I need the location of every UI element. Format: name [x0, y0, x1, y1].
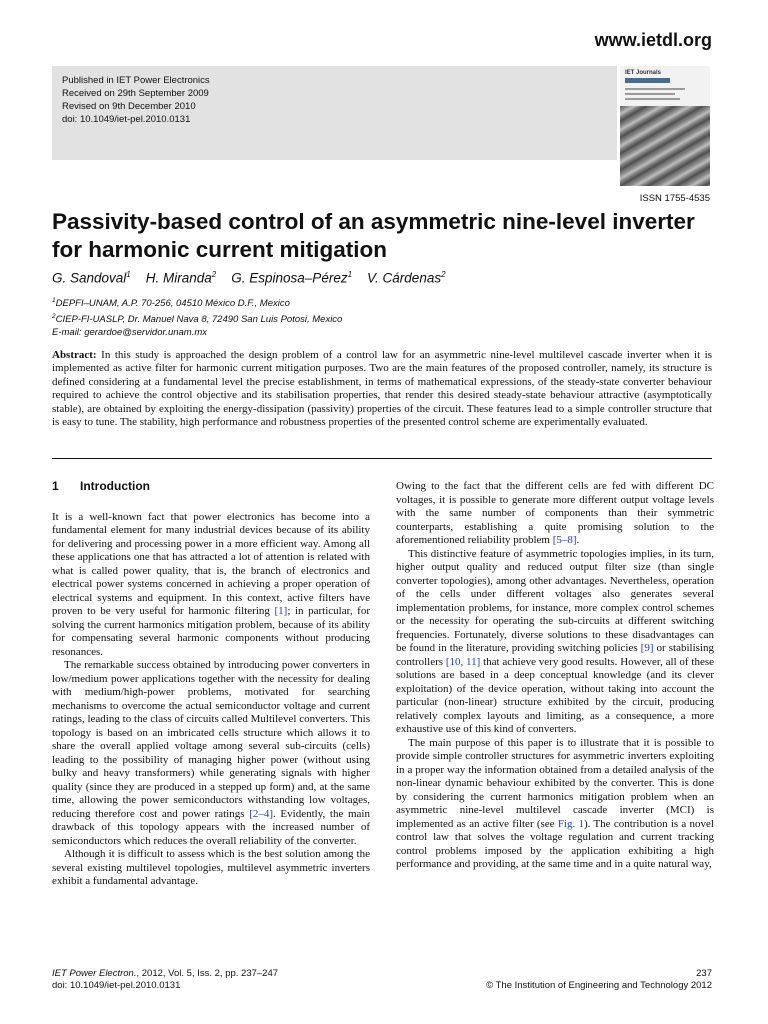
author-affiliation-mark: 2	[211, 270, 217, 279]
cover-text-line	[625, 98, 680, 100]
column-left	[52, 480, 370, 889]
affiliation-text: DEPFI–UNAM, A.P. 70-256, 04510 México D.F., Mexico	[55, 298, 290, 310]
affiliations	[52, 294, 342, 339]
paragraph-text: The remarkable success obtained by introducing power converters in low/medium power applications together with the necessity for dealing with medium/high-power problems, motivated for searching mechanisms to overcome the actual semiconductor voltage and current ratings, leading to the class of circuits called Multilevel converters. This topology is based on an imbricated cells structure which allows it to share the overall applied voltage among several sub-circuits (cells) leading to the possibility of managing higher power (without using bulky and heavy transformers) while generating signals with higher quality (since they are produced in a stepped up form) and, at the same time, allowing the power semiconductors withstanding low voltages, reducing therefore cost and power ratings	[52, 659, 370, 820]
journal-cover-image	[620, 66, 710, 186]
section-number: 1	[52, 479, 59, 493]
author: G. Sandoval	[52, 270, 127, 286]
page-number: 237	[696, 968, 712, 979]
paragraph-text: It is a well-known fact that power electronics has become into a fundamental element for many industrial devices because of its ability for delivering and processing power in a more efficient way. Among all these applications one that has attracted a lot of attention is related with what is called power quality, that is, the branch of electronics and electrical power systems concerned in achieving a proper operation of electrical systems and equipment. In this context, active filters have proven to be very useful for harmonic filtering	[52, 510, 370, 617]
cover-title-band	[625, 78, 670, 83]
copyright: © The Institution of Engineering and Technology 2012	[486, 980, 712, 991]
paragraph-text: or stabilising controllers	[396, 642, 714, 668]
author: H. Miranda	[145, 270, 212, 286]
author-affiliation-mark: 1	[347, 270, 353, 279]
affiliation-mark: 2	[52, 313, 56, 321]
affiliation-mark: 1	[52, 297, 56, 304]
paragraph-text: ). The contribution is a novel control law that solves the voltage regulation and current tracking control problems imposed by the application exhibiting a high performance and providing, at the same time and in a quite natural way,	[396, 817, 714, 870]
site-url[interactable]: www.ietdl.org	[594, 30, 712, 50]
author-affiliation-mark: 1	[126, 270, 131, 279]
cover-text-line	[625, 93, 675, 95]
paragraph-text: ; in particular, for solving the current harmonics mitigation problem, because of its ability for compensating several harmonic components without producing resonances.	[52, 605, 370, 658]
cover-text-line	[625, 88, 685, 90]
paragraph	[396, 548, 714, 737]
citation-link[interactable]: [1]	[274, 605, 288, 617]
paragraph	[52, 511, 370, 660]
publication-info-box	[52, 66, 617, 160]
affiliation	[52, 294, 342, 310]
paragraph	[396, 480, 714, 548]
author: V. Cárdenas	[367, 270, 442, 286]
cover-brand-label: IET Journals	[625, 70, 662, 76]
footer-citation	[52, 968, 278, 992]
section-divider	[52, 458, 712, 459]
footer-right	[486, 968, 712, 992]
paper-title: Passivity-based control of an asymmetric nine-level inverter for harmonic current mitigation	[52, 209, 695, 262]
abstract	[52, 349, 712, 429]
paragraph-text: . Evidently, the main drawback of this topology appears with the increased number of semiconductors which reduces the overall reliability of the converter.	[52, 807, 370, 847]
paragraph	[396, 737, 714, 872]
paragraph-text: The main purpose of this paper is to illustrate that it is possible to provide simple controller structures for asymmetric inverters exploiting in a proper way the information obtained from a detailed analysis of the non-linear dynamic behaviour exhibited by the converter. This is done by considering the current harmonics mitigation problem when an asymmetric nine-level multilevel cascade inverter (MCI) is implemented as an active filter (see	[396, 736, 714, 830]
author-affiliation-mark: 2	[441, 270, 446, 279]
publication-info	[62, 74, 210, 126]
affiliation	[52, 310, 342, 326]
citation-link[interactable]: [10, 11]	[445, 655, 481, 668]
paragraph-text: .	[576, 534, 580, 546]
received-date: Received on 29th September 2009	[62, 88, 209, 99]
section-title: Introduction	[80, 479, 150, 493]
revised-date: Revised on 9th December 2010	[62, 101, 196, 112]
abstract-label: Abstract:	[52, 349, 97, 361]
cover-header	[620, 66, 710, 106]
affiliation-text: CIEP-FI-UASLP, Dr. Manuel Nava 8, 72490 San Luis Potosi, Mexico	[55, 314, 343, 326]
footer-journal: IET Power Electron.	[52, 968, 137, 979]
paragraph-text: that achieve very good results. However, all of these solutions are based in a deep conceptual knowledge (and its clever exploitation) of the device operation, without taking into account the particular (non-linear) structure exhibited by the circuit, producing relatively complex layouts and limiting, as a consequence, a more exhaustive use of this kind of converters.	[396, 655, 714, 735]
contact-email[interactable]: E-mail: gerardoe@servidor.unam.mx	[52, 327, 208, 339]
figure-link[interactable]: Fig. 1	[557, 817, 584, 830]
paragraph-text: Owing to the fact that the different cells are fed with different DC voltages, it is possible to generate more different output voltage levels with the same number of components than their symmetric counterparts, establishing a quite promising solution to the aforementioned reliability problem	[396, 480, 714, 546]
section-heading	[52, 480, 370, 494]
author: G. Espinosa–Pérez	[231, 270, 348, 286]
author-list	[52, 270, 446, 286]
page-footer	[52, 968, 712, 994]
column-right	[396, 480, 714, 872]
citation-link[interactable]: [2–4]	[249, 807, 274, 820]
publication-doi: doi: 10.1049/iet-pel.2010.0131	[62, 114, 191, 125]
citation-link[interactable]: [5–8]	[552, 534, 577, 546]
issn: ISSN 1755-4535	[639, 193, 710, 204]
footer-journal-line	[52, 968, 278, 980]
footer-doi: doi: 10.1049/iet-pel.2010.0131	[52, 980, 181, 991]
published-in: Published in IET Power Electronics	[62, 75, 210, 86]
paragraph-text: This distinctive feature of asymmetric topologies implies, in its turn, higher output quality and reduced output filter size (than single converter topologies), among other advantages. Nevertheless, operation of the cells under different voltages also generates several implementation problems, for instance, more complex control schemes or the necessity for operating the sub-circuits at different switching frequencies. Fortunately, diverse solutions to these disadvantages can be found in the literature, providing switching policies	[396, 547, 714, 654]
paragraph: Although it is difficult to assess which is the best solution among the several existing multilevel topologies, multilevel asymmetric inverters exhibit a fundamental advantage.	[52, 848, 370, 887]
footer-volume: , 2012, Vol. 5, Iss. 2, pp. 237–247	[136, 968, 279, 979]
citation-link[interactable]: [9]	[640, 642, 654, 654]
abstract-text: In this study is approached the design problem of a control law for an asymmetric nine-level multilevel cascade inverter when it is implemented as active filter for harmonic current mitigation purposes. Two are the main features of the proposed controller, namely, its structure is defined considering at a fundamental level the precise establishment, in terms of mathematical expressions, of the steady-state converter behaviour required to achieve the control objective and its stabilisation properties, that render this desired steady-state behaviour attractive (asymptotically stable), are obtained by exploiting the energy-dissipation (passivity) properties of the circuit. These features lead to a simple controller structure that is easy to tune. The stability, high performance and robustness properties of the presented control scheme are experimentally evaluated.	[52, 349, 713, 429]
cover-photo-rooftiles	[620, 106, 710, 186]
paragraph	[52, 659, 370, 848]
